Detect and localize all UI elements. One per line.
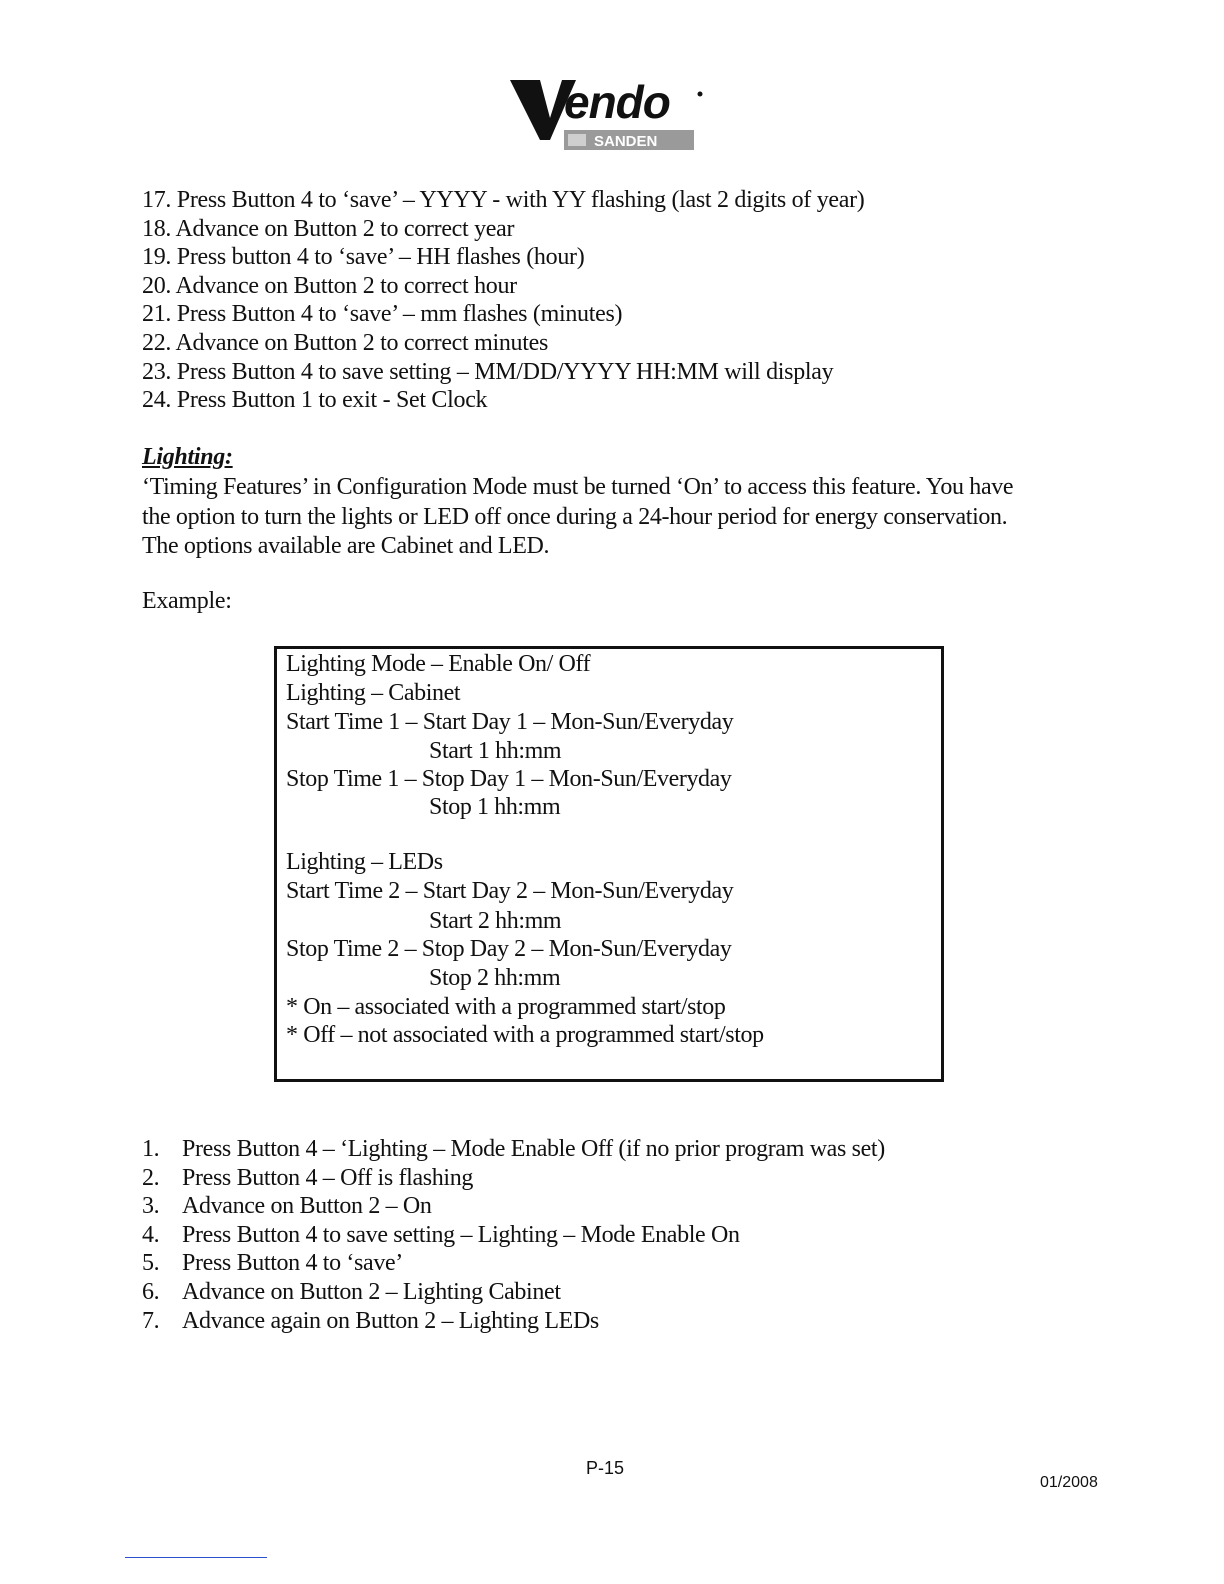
step-label: Press Button 4 to save setting – Lighting – Mode Enable On xyxy=(182,1221,740,1248)
revision-date: 01/2008 xyxy=(1040,1474,1098,1491)
step-item xyxy=(142,1221,885,1250)
box-line: Stop 1 hh:mm xyxy=(429,794,561,820)
box-line: Stop Time 1 – Stop Day 1 – Mon-Sun/Everyday xyxy=(286,766,732,792)
box-line: Start 1 hh:mm xyxy=(429,738,562,764)
step-item: 24. Press Button 1 to exit - Set Clock xyxy=(142,387,488,414)
box-line: * On – associated with a programmed start/stop xyxy=(286,994,726,1020)
box-line: Start Time 1 – Start Day 1 – Mon-Sun/Everyday xyxy=(286,709,734,735)
step-number: 7. xyxy=(142,1307,160,1334)
step-item xyxy=(142,1135,885,1164)
page-number: P-15 xyxy=(586,1458,625,1478)
example-box xyxy=(274,646,944,1082)
lighting-intro-paragraph xyxy=(142,473,1062,562)
step-number: 4. xyxy=(142,1221,160,1248)
step-item: 21. Press Button 4 to ‘save’ – mm flashes (minutes) xyxy=(142,301,623,328)
box-line: * Off – not associated with a programmed start/stop xyxy=(286,1022,764,1048)
step-item: 22. Advance on Button 2 to correct minutes xyxy=(142,329,548,356)
box-line: Stop Time 2 – Stop Day 2 – Mon-Sun/Everyday xyxy=(286,936,732,962)
intro-line: the option to turn the lights or LED off once during a 24-hour period for energy conservation. xyxy=(142,503,1008,530)
step-label: Advance on Button 2 – Lighting Cabinet xyxy=(182,1278,561,1305)
box-line: Lighting Mode – Enable On/ Off xyxy=(286,651,591,677)
step-item xyxy=(142,1249,885,1278)
step-number: 2. xyxy=(142,1164,160,1191)
svg-text:endo: endo xyxy=(564,76,670,128)
example-label: Example: xyxy=(142,588,232,614)
step-item xyxy=(142,1307,885,1336)
box-line: Start Time 2 – Start Day 2 – Mon-Sun/Everyday xyxy=(286,878,734,904)
intro-line: The options available are Cabinet and LED. xyxy=(142,533,550,559)
step-item xyxy=(142,1278,885,1307)
step-label: Advance again on Button 2 – Lighting LEDs xyxy=(182,1307,599,1334)
step-number: 3. xyxy=(142,1193,160,1220)
svg-text:SANDEN: SANDEN xyxy=(594,133,658,150)
step-item xyxy=(142,1192,885,1221)
step-item: 17. Press Button 4 to ‘save’ – YYYY - with YY flashing (last 2 digits of year) xyxy=(142,187,865,213)
box-line: Lighting – Cabinet xyxy=(286,680,461,706)
step-label: Press Button 4 – Off is flashing xyxy=(182,1164,474,1191)
step-item xyxy=(142,1164,885,1193)
box-line: Stop 2 hh:mm xyxy=(429,965,561,991)
step-item: 19. Press button 4 to ‘save’ – HH flashes (hour) xyxy=(142,244,585,271)
step-item: 18. Advance on Button 2 to correct year xyxy=(142,215,515,242)
clock-steps-list xyxy=(142,186,865,415)
logo-graphic xyxy=(510,66,706,156)
step-item: 23. Press Button 4 to save setting – MM/DD/YYYY HH:MM will display xyxy=(142,358,834,385)
intro-line: ‘Timing Features’ in Configuration Mode must be turned ‘On’ to access this feature. You have xyxy=(142,474,1014,500)
lighting-steps-list xyxy=(142,1135,885,1335)
step-number: 1. xyxy=(142,1136,160,1162)
box-line: Lighting – LEDs xyxy=(286,849,443,875)
step-number: 5. xyxy=(142,1250,160,1277)
step-label: Press Button 4 to ‘save’ xyxy=(182,1250,403,1277)
step-item: 20. Advance on Button 2 to correct hour xyxy=(142,272,517,299)
box-line: Start 2 hh:mm xyxy=(429,908,562,934)
footer-rule xyxy=(125,1557,267,1558)
step-label: Advance on Button 2 – On xyxy=(182,1193,432,1220)
step-label: Press Button 4 – ‘Lighting – Mode Enable Off (if no prior program was set) xyxy=(182,1136,885,1162)
lighting-heading: Lighting: xyxy=(142,444,233,470)
vendo-sanden-logo xyxy=(510,66,706,156)
step-number: 6. xyxy=(142,1278,160,1305)
